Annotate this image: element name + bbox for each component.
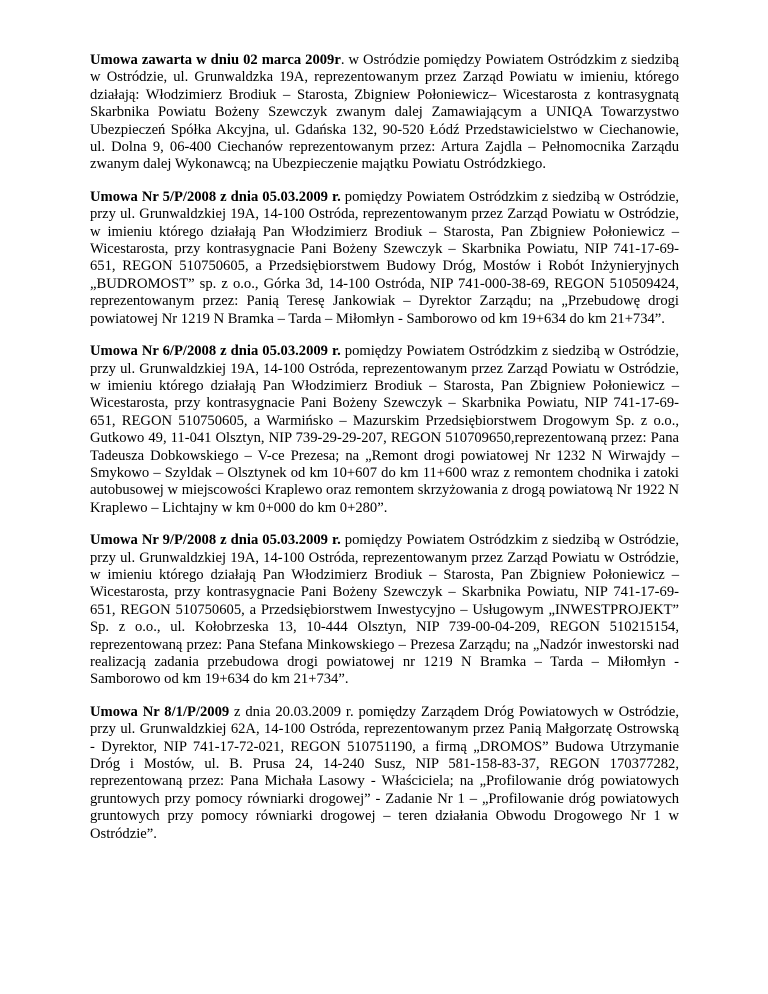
contract-text: . w Ostródzie pomiędzy Powiatem Ostródzkim z siedzibą w Ostródzie, ul. Grunwaldzka 19A, reprezentowanym przez Zarząd Powiatu w imieniu, którego działają: Włodzimierz Brodiuk – Starosta, Zbigniew Połoniewicz– Wicestarosta z kontrasygnatą Skarbnika Powiatu Bożeny Szewczyk zwanym dalej Zamawiającym a UNIQA Towarzystwo Ubezpieczeń Spółka Akcyjna, ul. Gdańska 132, 90-520 Łódź Przedstawicielstwo w Ciechanowie, ul. Dolna 9, 06-400 Ciechanów reprezentowanym przez: Artura Zajdla – Pełnomocnika Zarządu zwanym dalej Wykonawcą; na Ubezpieczenie majątku Powiatu Ostródzkiego.: [90, 52, 679, 173]
contract-heading: Umowa Nr 6/P/2008 z dnia 05.03.2009 r.: [90, 343, 341, 360]
contract-paragraph-5-p-2008: [90, 189, 679, 328]
contract-text: pomiędzy Powiatem Ostródzkim z siedzibą w Ostródzie, przy ul. Grunwaldzkiej 19A, 14-100 Ostróda, reprezentowanym przez Zarząd Powiatu w Ostródzie, w imieniu którego działają Pan Włodzimierz Brodiuk – Starosta, Pan Zbigniew Połoniewicz – Wicestarosta, przy kontrasygnacie Pani Bożeny Szewczyk – Skarbnika Powiatu, NIP 741-17-69-651, REGON 510750605, a Przedsiębiorstwem Budowy Dróg, Mostów i Robót Inżynieryjnych „BUDROMOST” sp. z o.o., Górka 3d, 14-100 Ostróda, NIP 741-000-38-69, REGON 510509424, reprezentowanym przez: Panią Teresę Jankowiak – Dyrektor Zarządu; na „Przebudowę drogi powiatowej Nr 1219 N Bramka – Tarda – Miłomłyn - Samborowo od km 19+634 do km 21+734”.: [90, 188, 680, 327]
contract-paragraph-uniqa: [90, 52, 679, 174]
contract-text: z dnia 20.03.2009 r. pomiędzy Zarządem Dróg Powiatowych w Ostródzie, przy ul. Grunwaldzkiej 62A, 14-100 Ostróda, reprezentowanym przez Panią Małgorzatę Ostrowską - Dyrektor, NIP 741-17-72-021, REGON 510751190, a firmą „DROMOS” Budowa Utrzymanie Dróg i Mostów, ul. B. Prusa 24, 14-240 Susz, NIP 581-158-83-37, REGON 170377282, reprezentowaną przez: Pana Michała Lasowy - Właściciela; na „Profilowanie dróg powiatowych gruntowych przy pomocy równiarki drogowej” - Zadanie Nr 1 – „Profilowanie dróg powiatowych gruntowych przy pomocy równiarki drogowej – teren działania Obwodu Drogowego Nr 1 w Ostródzie”.: [90, 703, 679, 842]
contract-heading: Umowa Nr 5/P/2008 z dnia 05.03.2009 r.: [90, 188, 341, 205]
contract-heading: Umowa zawarta w dniu 02 marca 2009r: [90, 52, 341, 68]
document-page: [90, 52, 679, 858]
contract-paragraph-6-p-2008: [90, 343, 679, 517]
contract-text: pomiędzy Powiatem Ostródzkim z siedzibą w Ostródzie, przy ul. Grunwaldzkiej 19A, 14-100 Ostróda, reprezentowanym przez Zarząd Powiatu w Ostródzie, w imieniu którego działają Pan Włodzimierz Brodiuk – Starosta, Pan Zbigniew Połoniewicz – Wicestarosta, przy kontrasygnacie Pani Bożeny Szewczyk – Skarbnika Powiatu, NIP 741-17-69-651, REGON 510750605, a Warmińsko – Mazurskim Przedsiębiorstwem Drogowym Sp. z o.o., Gutkowo 49, 11-041 Olsztyn, NIP 739-29-29-207, REGON 510709650,reprezentowaną przez: Pana Tadeusza Dobkowskiego – V-ce Prezesa; na „Remont drogi powiatowej Nr 1232 N Wirwajdy – Smykowo – Szyldak – Olsztynek od km 10+607 do km 11+600 wraz z remontem chodnika i zatoki autobusowej w miejscowości Kraplewo oraz remontem skrzyżowania z drogą powiatową Nr 1922 N Kraplewo – Lichtajny w km 0+000 do km 0+280”.: [90, 343, 680, 516]
contract-text: pomiędzy Powiatem Ostródzkim z siedzibą w Ostródzie, przy ul. Grunwaldzkiej 19A, 14-100 Ostróda, reprezentowanym przez Zarząd Powiatu w Ostródzie, w imieniu którego działają Pan Włodzimierz Brodiuk – Starosta, Pan Zbigniew Połoniewicz – Wicestarosta, przy kontrasygnacie Pani Bożeny Szewczyk – Skarbnika Powiatu, NIP 741-17-69-651, REGON 510750605, a Przedsiębiorstwem Inwestycyjno – Usługowym „INWESTPROJEKT” Sp. z o.o., ul. Kołobrzeska 13, 10-444 Olsztyn, NIP 739-00-04-209, REGON 510215154, reprezentowaną przez: Pana Stefana Minkowskiego – Prezesa Zarządu; na „Nadzór inwestorski nad realizacją zadania przebudowa drogi powiatowej nr 1219 N Bramka – Tarda – Miłomłyn - Samborowo od km 19+634 do km 21+734”.: [90, 532, 680, 688]
contract-heading: Umowa Nr 8/1/P/2009: [90, 703, 230, 720]
contract-paragraph-8-1-p-2009: [90, 704, 679, 843]
contract-paragraph-9-p-2008: [90, 532, 679, 689]
contract-heading: Umowa Nr 9/P/2008 z dnia 05.03.2009 r.: [90, 532, 341, 549]
